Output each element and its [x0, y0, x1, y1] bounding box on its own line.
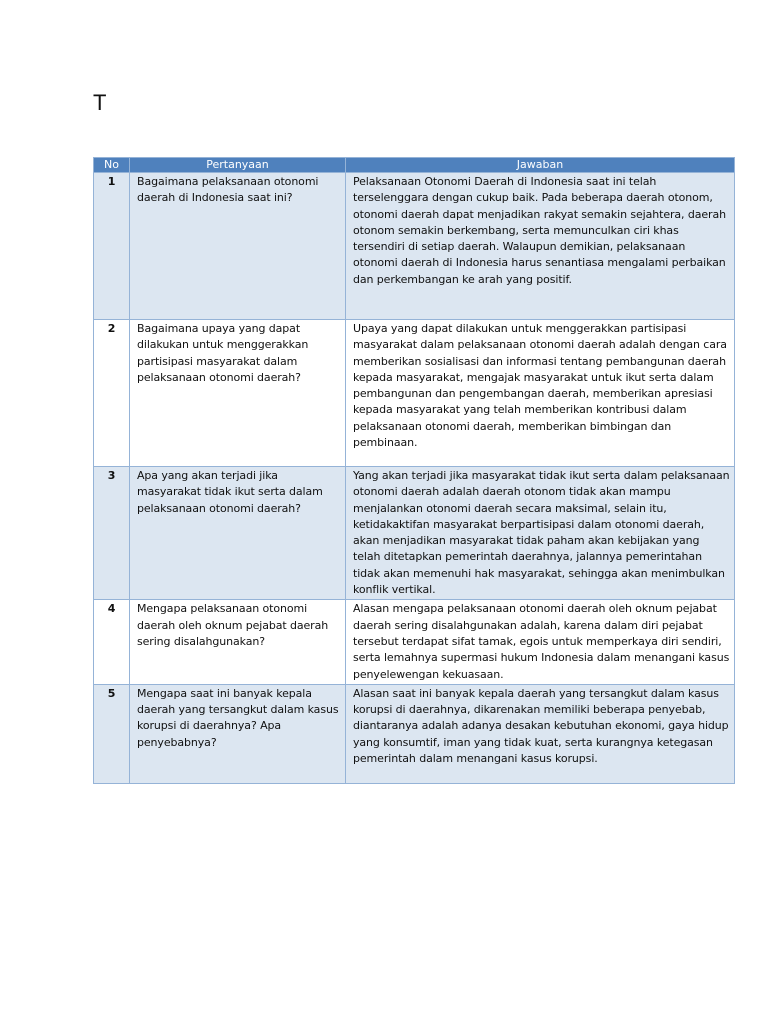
- header-question: Pertanyaan: [130, 158, 346, 173]
- table-row: [94, 600, 735, 684]
- row-number: 5: [94, 684, 130, 783]
- answer-cell: Pelaksanaan Otonomi Daerah di Indonesia saat ini telah terselenggara dengan cukup baik. Pada beberapa daerah otonom, otonomi daerah dapat menjadikan rakyat semakin sejahtera, daerah otonom semakin berkembang, serta memunculkan ciri khas tersendiri di setiap daerah. Walaupun demikian, pelaksanaan otonomi daerah di Indonesia harus senantiasa mengalami perbaikan dan perkembangan ke arah yang positif.: [346, 173, 735, 320]
- answer-cell: Yang akan terjadi jika masyarakat tidak ikut serta dalam pelaksanaan otonomi daerah adalah daerah otonom tidak akan mampu menjalankan otonomi daerah secara maksimal, selain itu, ketidakaktifan masyarakat berpartisipasi dalam otonomi daerah, akan menjadikan masyarakat tidak paham akan kebijakan yang telah ditetapkan pemerintah daerahnya, jalannya pemerintahan tidak akan memenuhi hak masyarakat, sehingga akan menimbulkan konflik vertikal.: [346, 467, 735, 600]
- row-number: 1: [94, 173, 130, 320]
- question-cell: Apa yang akan terjadi jika masyarakat tidak ikut serta dalam pelaksanaan otonomi daerah?: [130, 467, 346, 600]
- table-header-row: [94, 158, 735, 173]
- table-row: [94, 173, 735, 320]
- qa-table: [93, 157, 735, 784]
- row-number: 2: [94, 320, 130, 467]
- question-cell: Mengapa pelaksanaan otonomi daerah oleh oknum pejabat daerah sering disalahgunakan?: [130, 600, 346, 684]
- question-cell: Mengapa saat ini banyak kepala daerah yang tersangkut dalam kasus korupsi di daerahnya? Apa penyebabnya?: [130, 684, 346, 783]
- answer-cell: Alasan saat ini banyak kepala daerah yang tersangkut dalam kasus korupsi di daerahnya, dikarenakan memiliki beberapa penyebab, diantaranya adalah adanya desakan kebutuhan ekonomi, gaya hidup yang konsumtif, iman yang tidak kuat, serta kurangnya ketegasan pemerintah dalam menangani kasus korupsi.: [346, 684, 735, 783]
- row-number: 4: [94, 600, 130, 684]
- table-row: [94, 467, 735, 600]
- answer-cell: Upaya yang dapat dilakukan untuk menggerakkan partisipasi masyarakat dalam pelaksanaan otonomi daerah adalah dengan cara memberikan sosialisasi dan informasi tentang pembangunan daerah kepada masyarakat, mengajak masyarakat untuk ikut serta dalam pembangunan dan pengembangan daerah, memberikan apresiasi kepada masyarakat yang telah memberikan kontribusi dalam pelaksanaan otonomi daerah, memberikan bimbingan dan pembinaan.: [346, 320, 735, 467]
- header-answer: Jawaban: [346, 158, 735, 173]
- question-cell: Bagaimana upaya yang dapat dilakukan untuk menggerakkan partisipasi masyarakat dalam pelaksanaan otonomi daerah?: [130, 320, 346, 467]
- question-cell: Bagaimana pelaksanaan otonomi daerah di Indonesia saat ini?: [130, 173, 346, 320]
- header-no: No: [94, 158, 130, 173]
- table-row: [94, 684, 735, 783]
- table-row: [94, 320, 735, 467]
- document-heading: T: [93, 90, 107, 115]
- row-number: 3: [94, 467, 130, 600]
- answer-cell: Alasan mengapa pelaksanaan otonomi daerah oleh oknum pejabat daerah sering disalahgunakan adalah, karena dalam diri pejabat tersebut terdapat sifat tamak, egois untuk memperkaya diri sendiri, serta lemahnya supermasi hukum Indonesia dalam menangani kasus penyelewengan kekuasaan.: [346, 600, 735, 684]
